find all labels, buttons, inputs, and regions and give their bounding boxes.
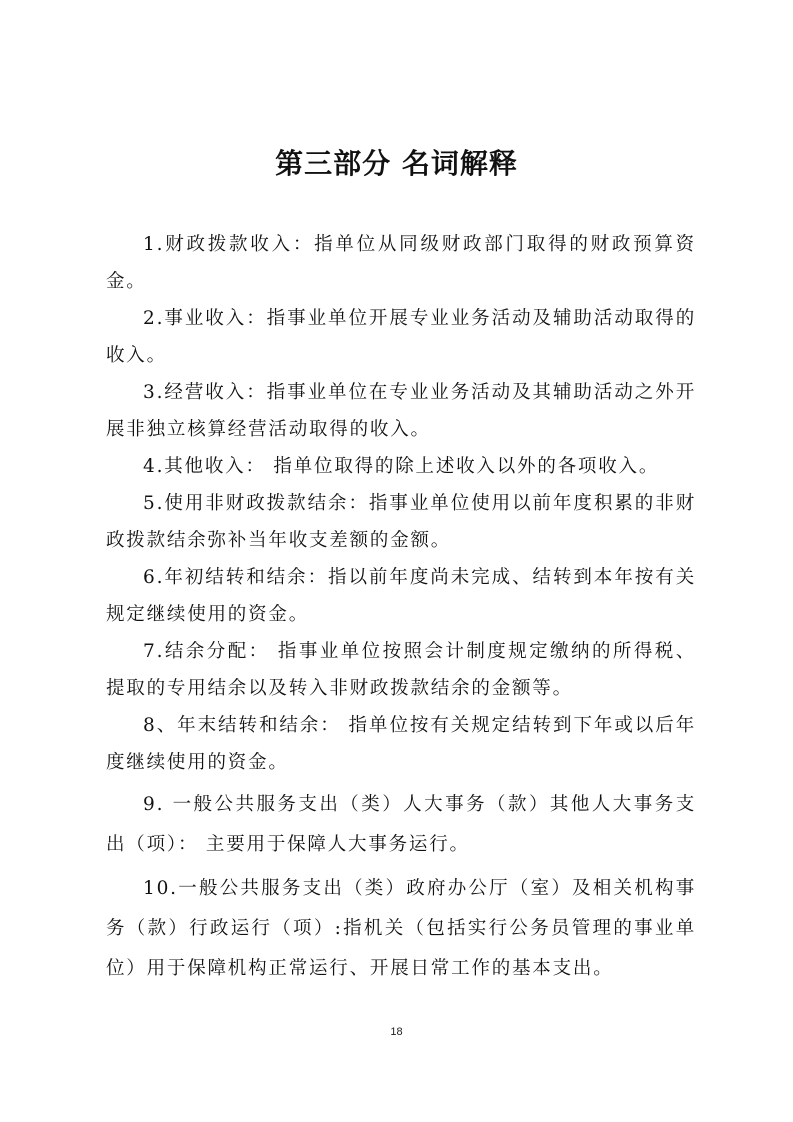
paragraph-6: 6.年初结转和结余：指以前年度尚未完成、结转到本年按有关规定继续使用的资金。 — [106, 567, 696, 625]
paragraph-10: 10.一般公共服务支出（类）政府办公厅（室）及相关机构事务（款）行政运行（项）:指机关（包括实行公务员管理的事业单位）用于保障机构正常运行、开展日常工作的基本支出。 — [106, 878, 696, 979]
paragraph-7: 7.结余分配： 指事业单位按照会计制度规定缴纳的所得税、提取的专用结余以及转入非财政拨款结余的金额等。 — [106, 641, 696, 699]
page-number: 18 — [390, 1026, 403, 1038]
paragraph-5: 5.使用非财政拨款结余：指事业单位使用以前年度积累的非财政拨款结余弥补当年收支差额的金额。 — [106, 493, 696, 551]
paragraph-1: 1.财政拨款收入：指单位从同级财政部门取得的财政预算资金。 — [106, 234, 696, 292]
page-title: 第三部分 名词解释 — [275, 147, 518, 180]
paragraph-2: 2.事业收入：指事业单位开展专业业务活动及辅助活动取得的收入。 — [106, 308, 696, 366]
document-body — [106, 226, 696, 989]
paragraph-8: 8、年末结转和结余： 指单位按有关规定结转到下年或以后年度继续使用的资金。 — [106, 715, 696, 773]
paragraph-3: 3.经营收入：指事业单位在专业业务活动及其辅助活动之外开展非独立核算经营活动取得的收入。 — [106, 382, 696, 440]
paragraph-9: 9. 一般公共服务支出（类）人大事务（款）其他人大事务支出（项）： 主要用于保障人大事务运行。 — [106, 794, 696, 855]
paragraph-4: 4.其他收入： 指单位取得的除上述收入以外的各项收入。 — [143, 456, 660, 477]
